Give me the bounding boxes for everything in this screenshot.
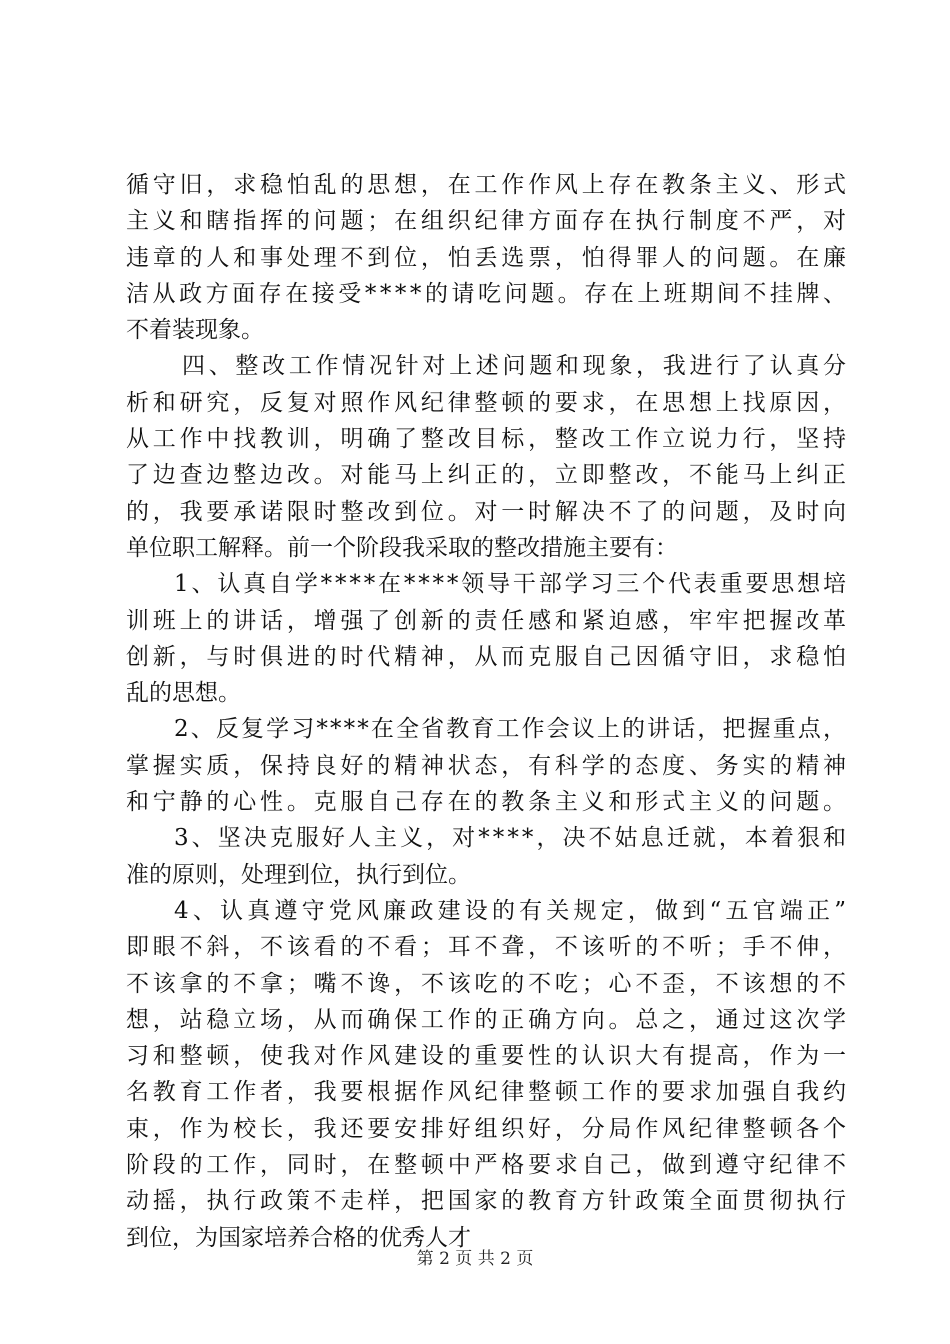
document-line: 析和研究，反复对照作风纪律整顿的要求，在思想上找原因， <box>126 389 850 416</box>
document-line: 不着装现象。 <box>126 317 264 344</box>
document-line: 习和整顿，使我对作风建设的重要性的认识大有提高，作为一 <box>126 1043 850 1070</box>
document-line: 束，作为校长，我还要安排好组织好，分局作风纪律整顿各个 <box>126 1115 850 1142</box>
document-body <box>126 167 851 1256</box>
document-line: 不该拿的不拿；嘴不谗，不该吃的不吃；心不歪，不该想的不 <box>126 970 850 997</box>
document-line: 阶段的工作，同时，在整顿中严格要求自己，做到遵守纪律不 <box>126 1152 850 1179</box>
document-line: 和宁静的心性。克服自己存在的教条主义和形式主义的问题。 <box>126 789 850 816</box>
document-line: 了边查边整边改。对能马上纠正的，立即整改，不能马上纠正 <box>126 462 850 489</box>
document-line: 的，我要承诺限时整改到位。对一时解决不了的问题，及时向 <box>126 498 850 525</box>
document-line: 即眼不斜，不该看的不看；耳不聋，不该听的不听；手不伸， <box>126 934 850 961</box>
document-line: 从工作中找教训，明确了整改目标，整改工作立说力行，坚持 <box>126 426 850 453</box>
document-line: 单位职工解释。前一个阶段我采取的整改措施主要有： <box>126 534 678 561</box>
document-line: 准的原则，处理到位，执行到位。 <box>126 861 471 888</box>
document-line: 四、整改工作情况针对上述问题和现象，我进行了认真分 <box>182 353 850 380</box>
document-line: 到位，为国家培养合格的优秀人才 <box>126 1224 471 1251</box>
document-line: 创新，与时俱进的时代精神，从而克服自己因循守旧，求稳怕 <box>126 643 850 670</box>
document-line: 4、认真遵守党风廉政建设的有关规定，做到“五官端正” <box>174 897 851 924</box>
document-line: 违章的人和事处理不到位，怕丢选票，怕得罪人的问题。在廉 <box>126 244 850 271</box>
document-line: 动摇，执行政策不走样，把国家的教育方针政策全面贯彻执行 <box>126 1188 850 1215</box>
document-line: 2、反复学习****在全省教育工作会议上的讲话，把握重点， <box>174 716 849 743</box>
document-line: 乱的思想。 <box>126 680 241 707</box>
document-line: 主义和瞎指挥的问题；在组织纪律方面存在执行制度不严，对 <box>126 208 850 235</box>
document-line: 想，站稳立场，从而确保工作的正确方向。总之，通过这次学 <box>126 1006 850 1033</box>
document-line: 掌握实质，保持良好的精神状态，有科学的态度、务实的精神 <box>126 752 850 779</box>
page-footer: 第 2 页 共 2 页 <box>416 1249 534 1269</box>
document-line: 洁从政方面存在接受****的请吃问题。存在上班期间不挂牌、 <box>126 280 850 307</box>
document-line: 3、坚决克服好人主义，对****，决不姑息迁就，本着狠和 <box>174 825 850 852</box>
document-line: 名教育工作者，我要根据作风纪律整顿工作的要求加强自我约 <box>126 1079 850 1106</box>
document-line: 1、认真自学****在****领导干部学习三个代表重要思想培 <box>174 571 849 598</box>
document-line: 训班上的讲话，增强了创新的责任感和紧迫感，牢牢把握改革 <box>126 607 850 634</box>
document-line: 循守旧，求稳怕乱的思想，在工作作风上存在教条主义、形式 <box>126 172 850 198</box>
